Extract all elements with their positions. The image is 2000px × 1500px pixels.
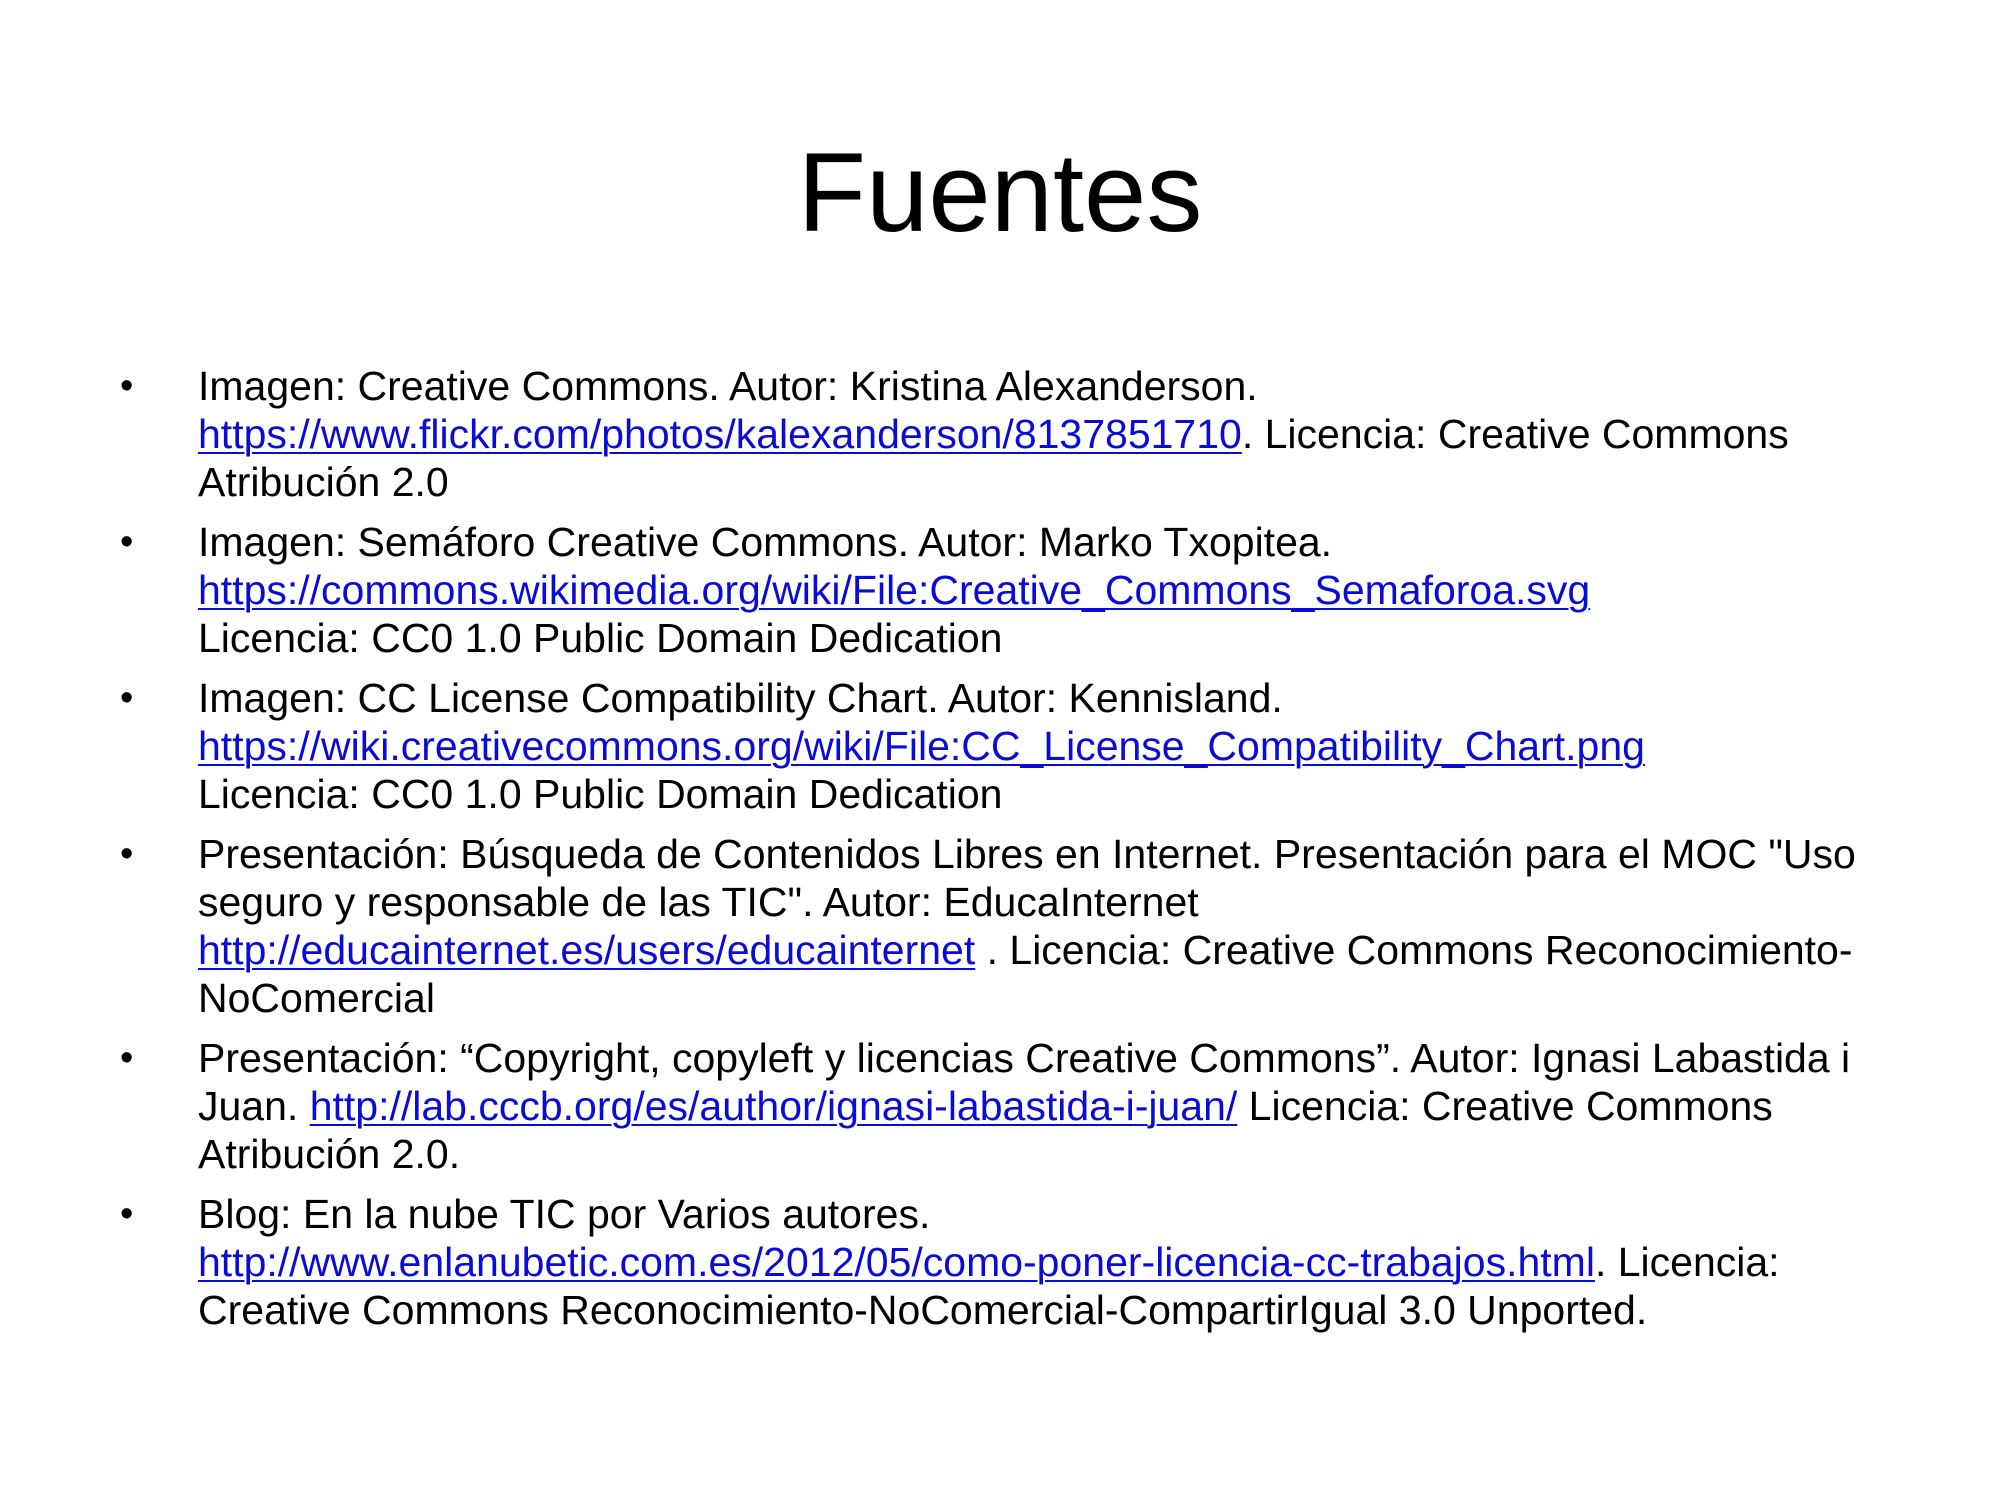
item-text: Imagen: Semáforo Creative Commons. Autor: Marko Txopitea.	[198, 519, 1333, 565]
list-item	[120, 674, 1880, 818]
item-text: Blog: En la nube TIC por Varios autores.	[198, 1191, 931, 1237]
bullet-icon: •	[120, 677, 134, 719]
bullet-icon: •	[120, 365, 134, 407]
source-link[interactable]: https://www.flickr.com/photos/kalexanderson/8137851710	[198, 411, 1242, 457]
item-license: Licencia: CC0 1.0 Public Domain Dedication	[198, 771, 1003, 817]
bullet-icon: •	[120, 1193, 134, 1235]
item-text: Imagen: CC License Compatibility Chart. Autor: Kennisland.	[198, 675, 1283, 721]
item-license: . Licencia: Creative Commons Reconocimiento-NoComercial-CompartirIgual 3.0 Unported.	[198, 1239, 1780, 1333]
list-item	[120, 362, 1880, 506]
item-license: Licencia: CC0 1.0 Public Domain Dedication	[198, 615, 1003, 661]
bullet-icon: •	[120, 521, 134, 563]
source-link[interactable]: http://www.enlanubetic.com.es/2012/05/como-poner-licencia-cc-trabajos.html	[198, 1239, 1595, 1285]
source-link[interactable]: https://wiki.creativecommons.org/wiki/File:CC_License_Compatibility_Chart.png	[198, 723, 1645, 769]
item-text: Presentación: Búsqueda de Contenidos Libres en Internet. Presentación para el MOC "Uso seguro y responsable de las TIC". Autor: EducaInternet	[198, 831, 1856, 925]
list-item	[120, 518, 1880, 662]
slide-title: Fuentes	[797, 130, 1203, 255]
item-text: Imagen: Creative Commons. Autor: Kristina Alexanderson.	[198, 363, 1258, 409]
item-license: . Licencia: Creative Commons Atribución 2.0	[198, 411, 1789, 505]
list-item	[120, 1034, 1880, 1178]
bullet-icon: •	[120, 1037, 134, 1079]
sources-list	[120, 362, 1880, 1346]
source-link[interactable]: http://educainternet.es/users/educainternet	[198, 927, 976, 973]
item-license: . Licencia: Creative Commons Reconocimiento-NoComercial	[198, 927, 1853, 1021]
list-item	[120, 1190, 1880, 1334]
source-link[interactable]: https://commons.wikimedia.org/wiki/File:Creative_Commons_Semaforoa.svg	[198, 567, 1591, 613]
item-license: Licencia: Creative Commons Atribución 2.0.	[198, 1083, 1773, 1177]
list-item	[120, 830, 1880, 1022]
bullet-icon: •	[120, 833, 134, 875]
source-link[interactable]: http://lab.cccb.org/es/author/ignasi-labastida-i-juan/	[309, 1083, 1238, 1129]
item-text: Presentación: “Copyright, copyleft y licencias Creative Commons”. Autor: Ignasi Labastida i Juan.	[198, 1035, 1851, 1129]
